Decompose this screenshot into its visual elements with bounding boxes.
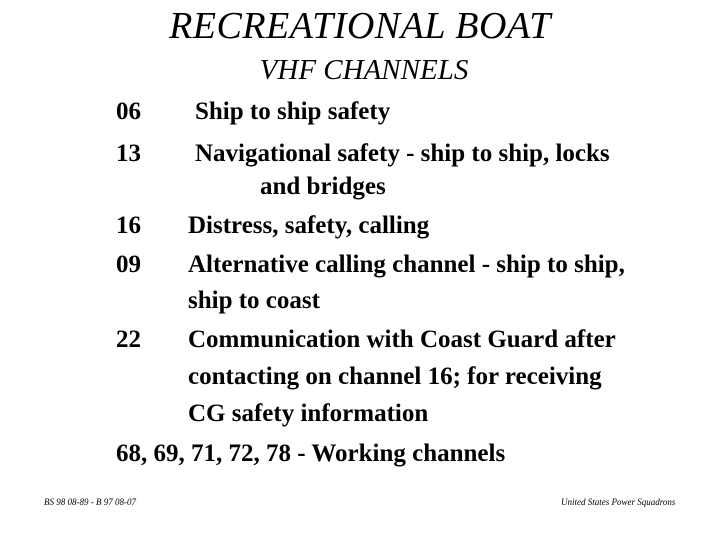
channel-number: 13 <box>116 140 141 167</box>
channel-description-continued: contacting on channel 16; for receiving <box>188 363 602 390</box>
channel-number: 06 <box>116 98 141 125</box>
channel-description-continued: and bridges <box>260 173 386 200</box>
channel-number: 22 <box>116 326 141 353</box>
channel-description: Navigational safety - ship to ship, locks <box>195 140 610 167</box>
channel-description: Communication with Coast Guard after <box>188 326 616 353</box>
channel-description: Ship to ship safety <box>195 98 391 125</box>
channel-number: 16 <box>116 212 141 239</box>
channel-description-continued: CG safety information <box>188 400 429 427</box>
slide-title: RECREATIONAL BOAT <box>169 5 551 47</box>
channel-description-continued: ship to coast <box>188 287 320 314</box>
footer-organization: United States Power Squadrons <box>561 497 676 507</box>
channel-number: 09 <box>116 251 141 278</box>
slide-subtitle: VHF CHANNELS <box>259 54 469 86</box>
working-channels-line: 68, 69, 71, 72, 78 - Working channels <box>116 440 506 467</box>
channel-description: Distress, safety, calling <box>188 212 430 239</box>
footer-course-code: BS 98 08-89 - B 97 08-07 <box>44 497 136 507</box>
channel-description: Alternative calling channel - ship to ship, <box>188 251 625 278</box>
